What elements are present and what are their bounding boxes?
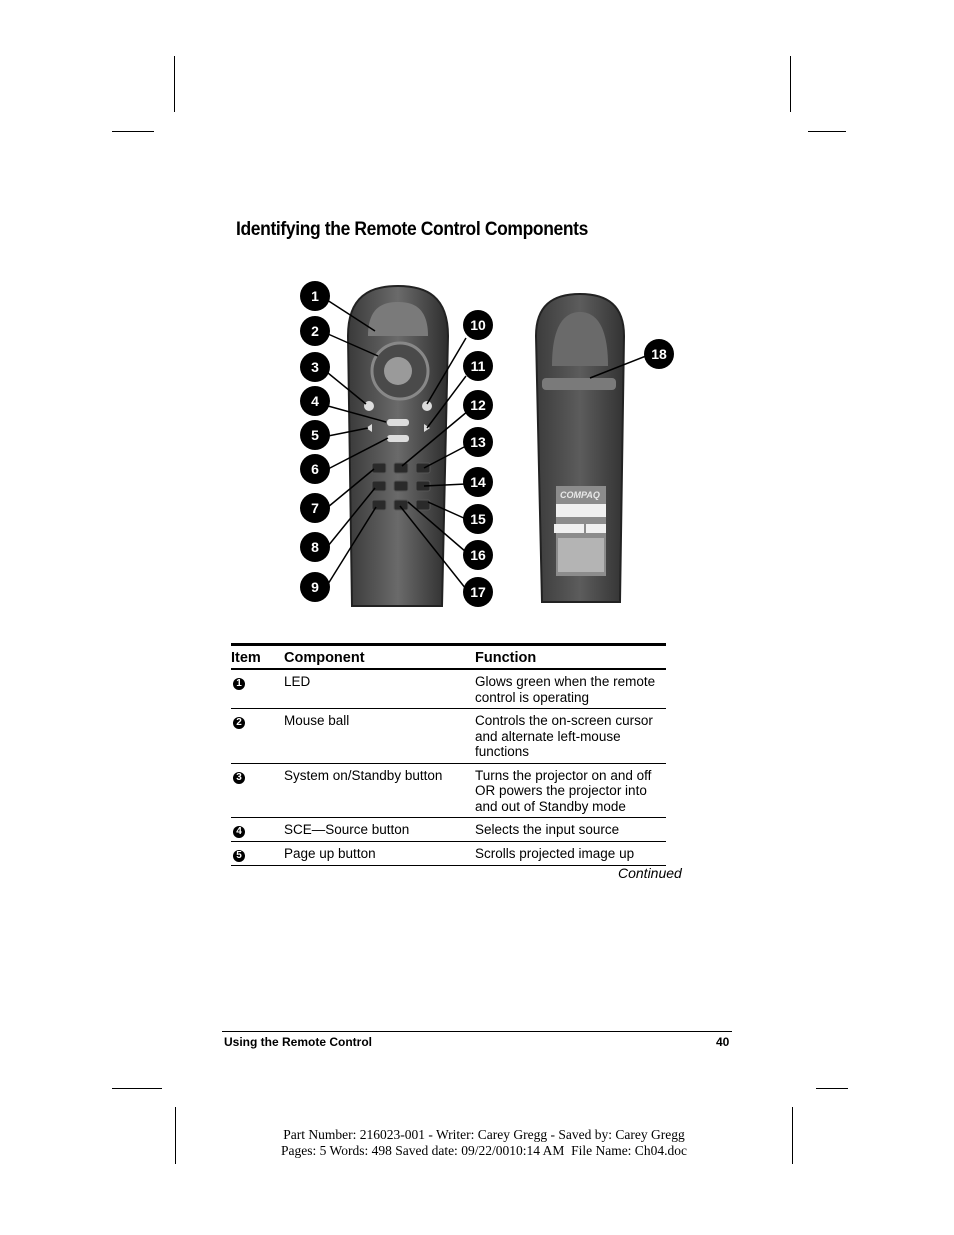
brand-text: COMPAQ xyxy=(560,490,600,500)
callout-10 xyxy=(463,310,493,340)
table-header-row xyxy=(231,645,666,670)
remote-back-view xyxy=(536,294,624,602)
function-cell: Turns the projector on and off OR powers the projector into and out of Standby mode xyxy=(475,763,666,818)
crop-mark-bottom-right-v xyxy=(792,1107,793,1164)
svg-text:12: 12 xyxy=(470,397,486,413)
remote-control-figure xyxy=(290,276,690,612)
header-component: Component xyxy=(284,645,475,670)
item-cell xyxy=(231,709,284,764)
table-row xyxy=(231,709,666,764)
svg-text:15: 15 xyxy=(470,511,486,527)
crop-mark-bottom-right-h xyxy=(816,1088,848,1089)
svg-text:6: 6 xyxy=(311,461,319,477)
footer-section-title: Using the Remote Control xyxy=(224,1035,373,1049)
item-cell xyxy=(231,763,284,818)
svg-text:13: 13 xyxy=(470,434,486,450)
component-cell: Page up button xyxy=(284,842,475,866)
continued-note: Continued xyxy=(618,865,682,881)
table-row xyxy=(231,842,666,866)
svg-text:5: 5 xyxy=(311,427,319,443)
callout-3 xyxy=(300,352,330,382)
callout-2 xyxy=(300,316,330,346)
footer-page-number: 40 xyxy=(716,1035,730,1049)
svg-text:7: 7 xyxy=(311,500,319,516)
crop-mark-top-left-v xyxy=(174,56,175,112)
svg-text:14: 14 xyxy=(470,474,486,490)
svg-text:10: 10 xyxy=(470,317,486,333)
function-cell: Selects the input source xyxy=(475,818,666,842)
item-cell xyxy=(231,669,284,709)
svg-text:8: 8 xyxy=(311,539,319,555)
callout-7 xyxy=(300,493,330,523)
svg-text:16: 16 xyxy=(470,547,486,563)
svg-text:1: 1 xyxy=(311,288,319,304)
item-number-badge: 2 xyxy=(233,717,245,729)
svg-text:2: 2 xyxy=(311,323,319,339)
component-cell: SCE—Source button xyxy=(284,818,475,842)
crop-mark-bottom-left-v xyxy=(175,1107,176,1164)
page-title: Identifying the Remote Control Components xyxy=(236,219,588,240)
item-cell xyxy=(231,842,284,866)
crop-mark-top-right-h xyxy=(808,131,846,132)
callout-5 xyxy=(300,420,330,450)
callout-11 xyxy=(463,351,493,381)
docinfo-line-2: Pages: 5 Words: 498 Saved date: 09/22/0010:14 AM File Name: Ch04.doc xyxy=(281,1143,687,1158)
table-row xyxy=(231,669,666,709)
crop-mark-top-left-h xyxy=(112,131,154,132)
table-row xyxy=(231,818,666,842)
callout-15 xyxy=(463,504,493,534)
component-cell: System on/Standby button xyxy=(284,763,475,818)
crop-mark-top-right-v xyxy=(790,56,791,112)
function-cell: Glows green when the remote control is operating xyxy=(475,669,666,709)
callout-6 xyxy=(300,454,330,484)
callout-18 xyxy=(644,339,674,369)
components-table xyxy=(231,643,666,866)
docinfo-line-1: Part Number: 216023-001 - Writer: Carey Gregg - Saved by: Carey Gregg xyxy=(283,1127,685,1142)
callout-13 xyxy=(463,427,493,457)
component-cell: LED xyxy=(284,669,475,709)
svg-text:17: 17 xyxy=(470,584,486,600)
callout-8 xyxy=(300,532,330,562)
function-cell: Scrolls projected image up xyxy=(475,842,666,866)
callout-14 xyxy=(463,467,493,497)
item-number-badge: 3 xyxy=(233,772,245,784)
svg-text:3: 3 xyxy=(311,359,319,375)
callout-1 xyxy=(300,281,330,311)
document-info xyxy=(234,1127,734,1159)
svg-text:18: 18 xyxy=(651,346,667,362)
callout-16 xyxy=(463,540,493,570)
item-number-badge: 4 xyxy=(233,826,245,838)
crop-mark-bottom-left-h xyxy=(112,1088,162,1089)
callout-4 xyxy=(300,386,330,416)
item-number-badge: 1 xyxy=(233,678,245,690)
callout-12 xyxy=(463,390,493,420)
header-function: Function xyxy=(475,645,666,670)
footer-rule xyxy=(222,1031,732,1032)
component-cell: Mouse ball xyxy=(284,709,475,764)
table-row xyxy=(231,763,666,818)
callout-9 xyxy=(300,572,330,602)
svg-text:4: 4 xyxy=(311,393,319,409)
remote-front-view xyxy=(348,286,448,606)
item-cell xyxy=(231,818,284,842)
svg-text:11: 11 xyxy=(470,358,486,374)
svg-text:9: 9 xyxy=(311,579,319,595)
item-number-badge: 5 xyxy=(233,850,245,862)
header-item: Item xyxy=(231,645,284,670)
function-cell: Controls the on-screen cursor and alternate left-mouse functions xyxy=(475,709,666,764)
callout-17 xyxy=(463,577,493,607)
